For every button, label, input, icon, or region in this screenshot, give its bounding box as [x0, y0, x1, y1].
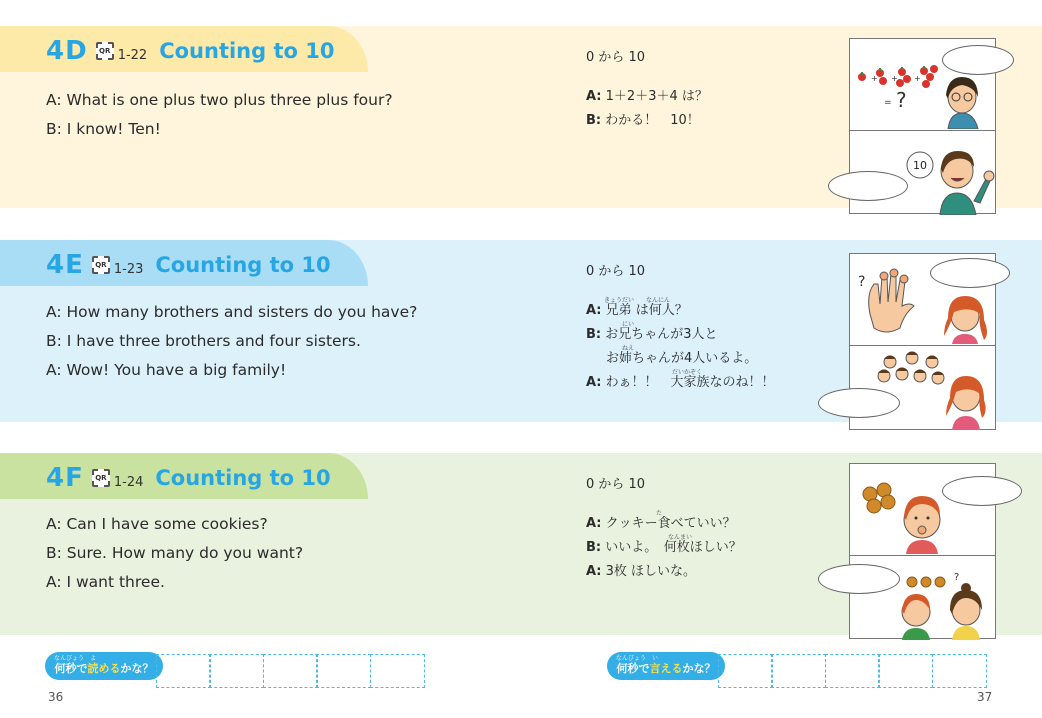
page-number-right: 37 — [977, 690, 993, 704]
time-record-box[interactable] — [156, 654, 211, 688]
japanese-line — [586, 371, 775, 395]
illustration-4e — [849, 253, 996, 430]
japanese-text: 1＋2＋3＋4 は？ — [605, 89, 708, 104]
pill-highlight: 言える — [649, 662, 683, 675]
japanese-text: 3枚 ほしいな。 — [605, 564, 697, 579]
lesson-title: Counting to 10 — [155, 253, 331, 277]
japanese-title: 0 から 10 — [586, 477, 646, 492]
audio-track-number: 1-23 — [113, 261, 144, 277]
section-4e-title — [46, 250, 331, 280]
time-record-box[interactable] — [878, 654, 933, 688]
time-record-boxes-left — [157, 654, 425, 688]
speech-bubble — [828, 171, 908, 201]
svg-text:=: = — [884, 98, 892, 108]
japanese-line — [586, 299, 775, 323]
speech-bubble — [930, 258, 1010, 288]
japanese-translation — [586, 46, 708, 133]
japanese-text: クッキー食べていい？ — [605, 516, 736, 531]
dialogue-line: B: I know! Ten! — [46, 120, 161, 138]
dialogue-line: A: Wow! You have a big family! — [46, 361, 287, 379]
english-dialogue — [46, 298, 417, 385]
svg-text:?: ? — [896, 88, 907, 112]
japanese-line — [586, 85, 708, 109]
japanese-translation — [586, 473, 742, 584]
qr-code-icon[interactable]: QR — [92, 469, 110, 487]
japanese-text: わぁ！！ 大家族なのね！！ — [605, 375, 775, 390]
speech-bubble — [818, 564, 900, 594]
dialogue-line: B: Sure. How many do you want? — [46, 544, 304, 562]
japanese-line — [586, 536, 742, 560]
reading-time-label — [45, 652, 163, 680]
page-number-left: 36 — [48, 690, 64, 704]
japanese-title: 0 から 10 — [586, 264, 646, 279]
time-record-box[interactable] — [370, 654, 425, 688]
english-dialogue — [46, 86, 393, 144]
japanese-text: いいよ。 何枚ほしい？ — [605, 540, 742, 555]
pill-text: 何秒で — [54, 662, 88, 675]
illustration-4f — [849, 463, 996, 639]
speaking-time-label — [607, 652, 725, 680]
furigana: にい — [622, 321, 635, 328]
dialogue-line: A: I want three. — [46, 573, 165, 591]
audio-track-number: 1-22 — [117, 47, 148, 63]
time-record-box[interactable] — [718, 654, 773, 688]
japanese-text: わかる！ 10！ — [605, 113, 700, 128]
furigana: だいかぞく — [672, 369, 703, 376]
svg-text:10: 10 — [913, 159, 927, 172]
time-record-box[interactable] — [932, 654, 987, 688]
lesson-title: Counting to 10 — [155, 466, 331, 490]
dialogue-line: B: I have three brothers and four sisters. — [46, 332, 361, 350]
audio-track-number: 1-24 — [113, 474, 144, 490]
svg-text:+: + — [914, 74, 921, 83]
furigana: ねえ — [622, 345, 635, 352]
svg-text:+: + — [871, 74, 878, 83]
pill-highlight: 読める — [87, 662, 121, 675]
time-record-box[interactable] — [771, 654, 826, 688]
furigana: なんびょう い — [616, 655, 659, 662]
time-record-box[interactable] — [263, 654, 318, 688]
time-record-box[interactable] — [825, 654, 880, 688]
dialogue-line: A: What is one plus two plus three plus four? — [46, 91, 393, 109]
qr-code-icon[interactable]: QR — [92, 256, 110, 274]
furigana: なんびょう よ — [54, 655, 97, 662]
speaker-label: B: — [586, 113, 602, 128]
dialogue-line: A: Can I have some cookies? — [46, 515, 268, 533]
speech-bubble — [818, 388, 900, 418]
speaker-label: A: — [586, 303, 602, 318]
lesson-title: Counting to 10 — [159, 39, 335, 63]
time-record-boxes-right — [719, 654, 987, 688]
japanese-text: 兄弟 は何人？ — [605, 303, 688, 318]
pill-text: 何秒で — [616, 662, 650, 675]
japanese-title: 0 から 10 — [586, 50, 646, 65]
japanese-line — [586, 109, 708, 133]
qr-code-icon[interactable]: QR — [96, 42, 114, 60]
section-4f-title — [46, 463, 331, 493]
speaker-label: A: — [586, 375, 602, 390]
speaker-label: A: — [586, 516, 602, 531]
svg-text:+: + — [891, 74, 898, 83]
time-record-box[interactable] — [209, 654, 264, 688]
japanese-text: お姉ちゃんが4人いるよ。 — [606, 351, 758, 366]
speaker-label: A: — [586, 89, 602, 104]
pill-text: かな？ — [120, 662, 154, 675]
pill-text: かな？ — [682, 662, 716, 675]
furigana: た — [656, 510, 663, 517]
svg-text:?: ? — [858, 274, 866, 290]
speaker-label: B: — [586, 327, 602, 342]
illustration-4d — [849, 38, 996, 214]
dialogue-line: A: How many brothers and sisters do you have? — [46, 303, 418, 321]
japanese-translation — [586, 260, 775, 395]
speaker-label: B: — [586, 540, 602, 555]
furigana: きょうだい なんにん — [604, 297, 671, 304]
time-record-box[interactable] — [316, 654, 371, 688]
japanese-line — [586, 323, 775, 347]
japanese-line — [586, 560, 742, 584]
speaker-label: A: — [586, 564, 602, 579]
svg-text:?: ? — [954, 572, 960, 583]
lesson-number: 4F — [46, 463, 84, 493]
lesson-number: 4E — [46, 250, 84, 280]
english-dialogue — [46, 510, 303, 597]
section-4d-title — [46, 36, 334, 66]
lesson-number: 4D — [46, 36, 88, 66]
speech-bubble — [942, 45, 1014, 75]
furigana: なんまい — [668, 534, 693, 541]
japanese-line — [586, 512, 742, 536]
japanese-text: お兄ちゃんが3人と — [605, 327, 718, 342]
speech-bubble — [942, 476, 1022, 506]
